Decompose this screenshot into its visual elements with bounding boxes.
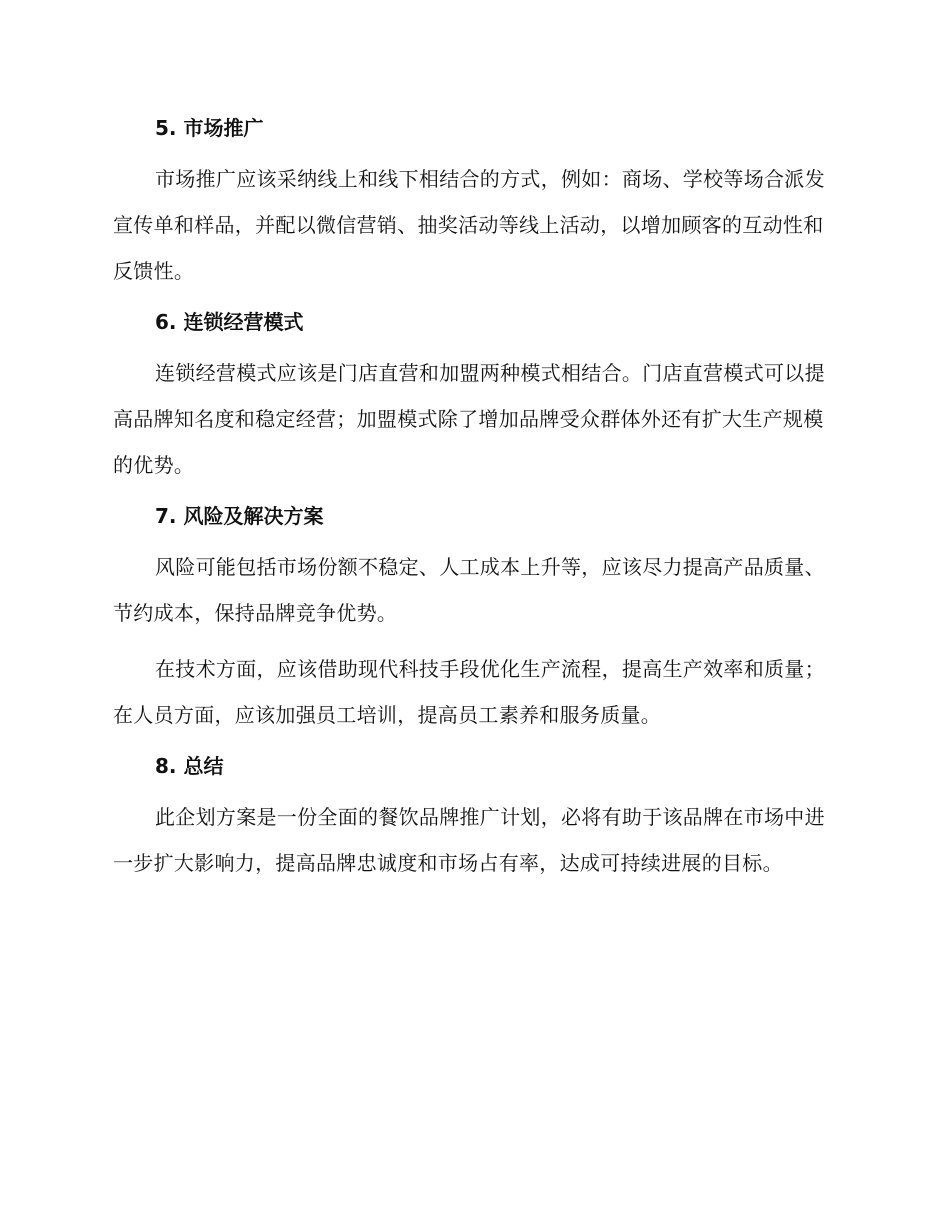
section-paragraph: 在技术方面，应该借助现代科技手段优化生产流程，提高生产效率和质量；在人员方面，应该加强员工培训，提高员工素养和服务质量。 [113,657,825,727]
section-heading: 8. 总结 [155,754,224,778]
section-heading: 5. 市场推广 [155,116,264,140]
document-body [113,110,833,896]
section-chain-operation [113,304,833,488]
section-market-promotion [113,110,833,294]
section-paragraph: 连锁经营模式应该是门店直营和加盟两种模式相结合。门店直营模式可以提高品牌知名度和稳定经营；加盟模式除了增加品牌受众群体外还有扩大生产规模的优势。 [113,361,825,477]
section-paragraph: 市场推广应该采纳线上和线下相结合的方式，例如：商场、学校等场合派发宣传单和样品，并配以微信营销、抽奖活动等线上活动，以增加顾客的互动性和反馈性。 [113,167,825,283]
section-summary [113,748,833,886]
section-paragraph: 此企划方案是一份全面的餐饮品牌推广计划，必将有助于该品牌在市场中进一步扩大影响力，提高品牌忠诚度和市场占有率，达成可持续进展的目标。 [113,805,825,875]
section-heading: 7. 风险及解决方案 [155,504,324,528]
section-heading: 6. 连锁经营模式 [155,310,304,334]
section-paragraph: 风险可能包括市场份额不稳定、人工成本上升等，应该尽力提高产品质量、节约成本，保持品牌竞争优势。 [113,555,825,625]
section-risks-solutions [113,498,833,738]
